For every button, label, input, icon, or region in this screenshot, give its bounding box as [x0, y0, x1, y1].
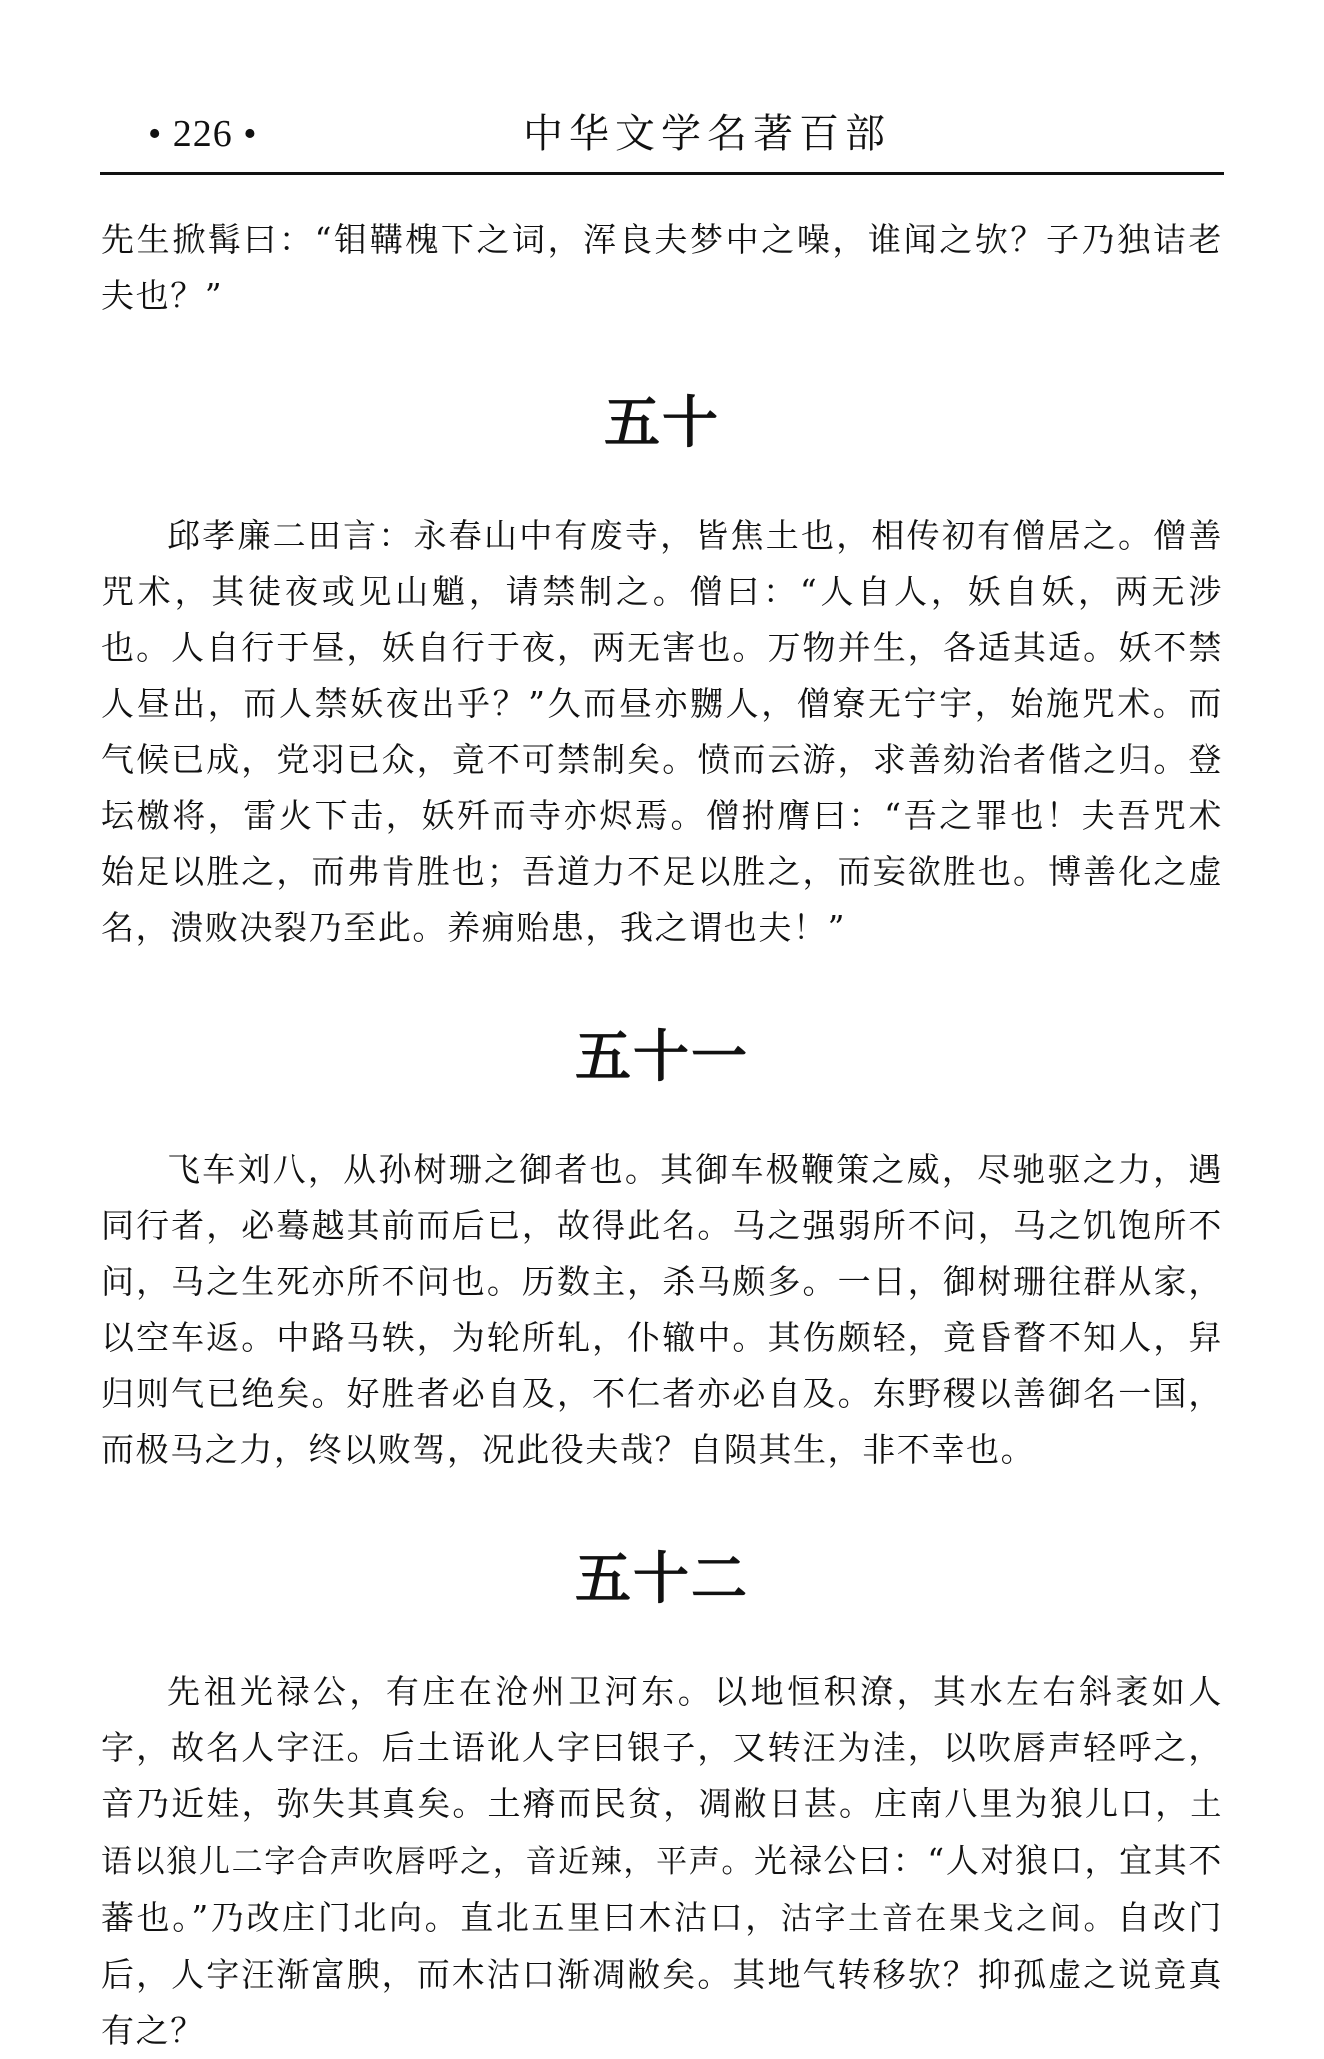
section-title-51: 五十一: [575, 1025, 749, 1090]
section-52-paragraph: [101, 1664, 1223, 2059]
section-52-note-b: 沽字土音在果戈之间。: [780, 1901, 1118, 1937]
section-52-text-b: 光禄公曰：“人对狼口，宜其不蕃也。”乃改庄门北向。直北五里曰木沽口，: [101, 1841, 1223, 1937]
intro-paragraph: 先生掀髯曰：“钼鞲槐下之词，浑良夫梦中之噪，谁闻之欤？子乃独诘老夫也？”: [101, 220, 1223, 315]
body-text: [101, 212, 1223, 2059]
running-title: 中华文学名著百部: [523, 111, 891, 157]
section-title-52: 五十二: [575, 1547, 749, 1612]
page-number: • 226 •: [148, 113, 258, 155]
section-title-50: 五十: [604, 391, 720, 456]
section-52-text-a: 先祖光禄公，有庄在沧州卫河东。以地恒积潦，其水左右斜袤如人字，故名人字汪。后土语讹人字曰银子，又转汪为洼，以吹唇声轻呼之，音乃近娃，弥失其真矣。土瘠而民贫，凋敝日甚。庄南八里为狼儿口，: [101, 1672, 1223, 1823]
section-50-paragraph: 邱孝廉二田言：永春山中有废寺，皆焦土也，相传初有僧居之。僧善咒术，其徒夜或见山魈，请禁制之。僧曰：“人自人，妖自妖，两无涉也。人自行于昼，妖自行于夜，两无害也。万物并生，各适其适。妖不禁人昼出，而人禁妖夜出乎？”久而昼亦嬲人，僧寮无宁宇，始施咒术。而气候已成，党羽已众，竟不可禁制矣。愤而云游，求善劾治者偕之归。登坛檄将，雷火下击，妖歼而寺亦烬焉。僧拊膺曰：“吾之罪也！夫吾咒术始足以胜之，而弗肯胜也；吾道力不足以胜之，而妄欲胜也。博善化之虚名，溃败决裂乃至此。养痈贻患，我之谓也夫！”: [101, 516, 1223, 947]
section-51-paragraph: 飞车刘八，从孙树珊之御者也。其御车极鞭策之威，尽驰驱之力，遇同行者，必蓦越其前而后已，故得此名。马之强弱所不问，马之饥饱所不问，马之生死亦所不问也。历数主，杀马颇多。一日，御树珊往群从家，以空车返。中路马轶，为轮所轧，仆辙中。其伤颇轻，竟昏瞀不知人，舁归则气已绝矣。好胜者必自及，不仁者亦必自及。东野稷以善御名一国，而极马之力，终以败驾，况此役夫哉？自陨其生，非不幸也。: [101, 1150, 1223, 1469]
section-52-note-a: 土语以狼儿二字合声吹唇呼之，音近辣，平声。: [101, 1787, 1223, 1880]
page-header: [100, 100, 1224, 175]
section-52-text-c: 自改门后，人字汪渐富腴，而木沽口渐凋敝矣。其地气转移欤？抑孤虚之说竟真有之？: [101, 1898, 1224, 2050]
